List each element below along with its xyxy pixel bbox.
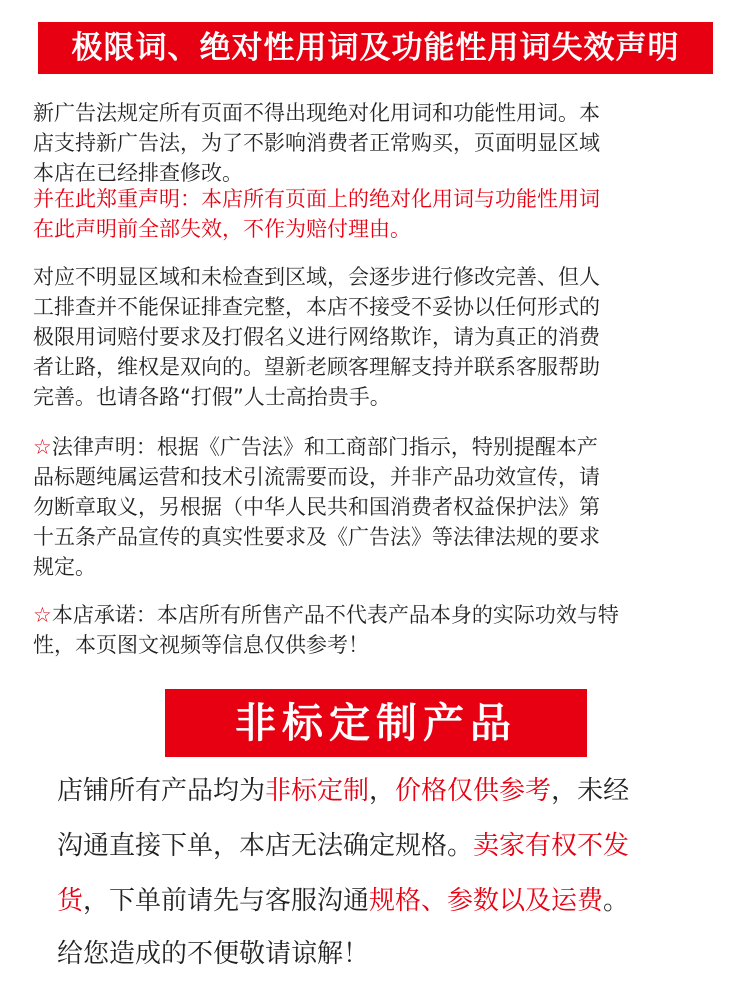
notice-highlight: 规格、参数以及运费 (369, 886, 604, 916)
notice-highlight: 非标定制 (265, 776, 370, 806)
store-promise (33, 600, 723, 660)
policy-line: 对应不明显区域和未检查到区域，会逐步进行修改完善、但人 (33, 265, 600, 289)
policy-line: 工排查并不能保证排查完整，本店不接受不妥协以任何形式的 (33, 295, 600, 319)
notice-highlight: 货 (57, 886, 84, 916)
custom-product-banner (165, 689, 587, 757)
intro-line: 本店在已经排查修改。 (33, 161, 243, 185)
notice-highlight: 卖家有权不发 (473, 831, 630, 861)
declaration-line: 并在此郑重声明：本店所有页面上的绝对化用词与功能性用词 (33, 187, 600, 211)
legal-line: 十五条产品宣传的真实性要求及《广告法》等法律法规的要求 (33, 525, 600, 549)
intro-line: 店支持新广告法，为了不影响消费者正常购买，页面明显区域 (33, 131, 600, 155)
legal-line: 勿断章取义，另根据（中华人民共和国消费者权益保护法》第 (33, 495, 600, 519)
notice-text: 给您造成的不便敬请谅解！ (57, 939, 370, 969)
notice-text: 。 (603, 886, 630, 916)
notice-text: ， (369, 776, 396, 806)
notice-text: ，下单前请先与客服沟通 (83, 886, 370, 916)
promise-line: 性，本页图文视频等信息仅供参考！ (33, 633, 369, 657)
policy-line: 极限用词赔付要求及打假名义进行网络欺诈，请为真正的消费 (33, 325, 600, 349)
intro-paragraph (33, 98, 723, 188)
notice-highlight: 价格仅供参考 (395, 776, 552, 806)
declaration-line: 在此声明前全部失效，不作为赔付理由。 (33, 217, 411, 241)
page-title: 极限词、绝对性用词及功能性用词失效声明 (71, 30, 680, 66)
notice-text: 店铺所有产品均为 (57, 776, 266, 806)
legal-line: 品标题纯属运营和技术引流需要而设，并非产品功效宣传，请 (33, 465, 600, 489)
legal-statement (33, 432, 723, 582)
notice-text: ，未经 (551, 776, 630, 806)
intro-line: 新广告法规定所有页面不得出现绝对化用词和功能性用词。本 (33, 101, 600, 125)
star-icon: ☆ (33, 435, 52, 459)
notice-line (57, 936, 717, 972)
legal-line: 规定。 (33, 555, 96, 579)
legal-line: 法律声明：根据《广告法》和工商部门指示，特别提醒本产 (51, 435, 598, 459)
notice-line (57, 883, 717, 919)
star-icon: ☆ (33, 603, 52, 627)
notice-line (57, 828, 717, 864)
promise-line: 本店承诺：本店所有所售产品不代表产品本身的实际功效与特 (51, 603, 619, 627)
policy-line: 完善。也请各路“打假”人士高抬贵手。 (33, 385, 391, 409)
policy-paragraph (33, 262, 723, 412)
notice-line (57, 773, 717, 809)
declaration-paragraph (33, 184, 723, 244)
policy-line: 者让路，维权是双向的。望新老顾客理解支持并联系客服帮助 (33, 355, 600, 379)
custom-product-title: 非标定制产品 (235, 699, 517, 747)
notice-text: 沟通直接下单，本店无法确定规格。 (57, 831, 474, 861)
page-title-banner (38, 22, 713, 74)
